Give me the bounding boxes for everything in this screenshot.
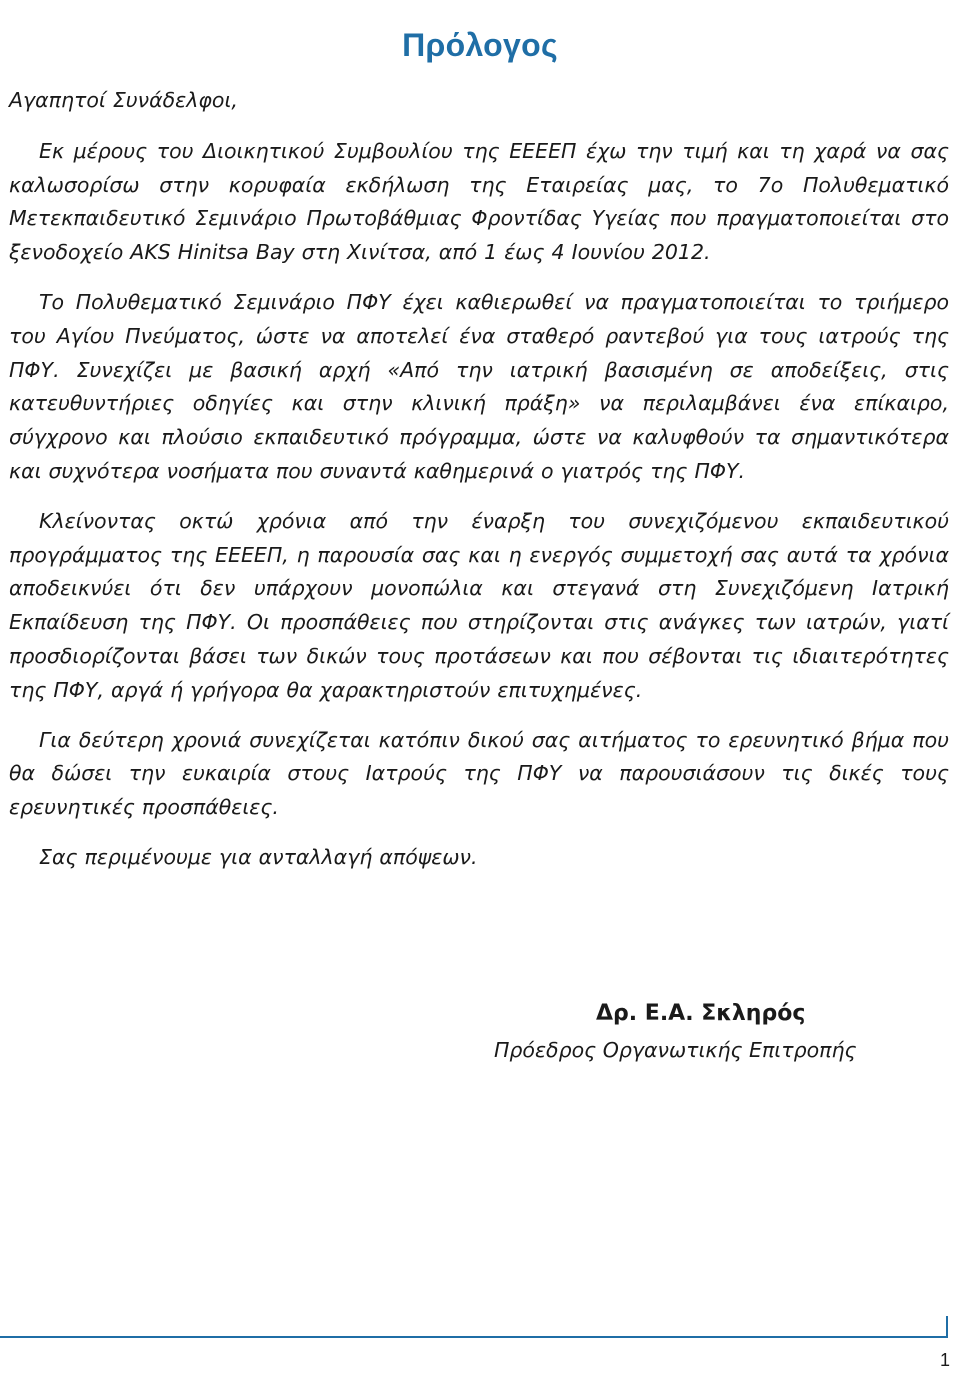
paragraph-seminar: Το Πολυθεματικό Σεμινάριο ΠΦΥ έχει καθιερωθεί να πραγματοποιείται το τριήμερο του Αγίου Πνεύματος, ώστε να αποτελεί ένα σταθερό ραντεβού για τους ιατρούς της ΠΦΥ. Συνεχίζει με βασική αρχή «Από την ιατρική βασισμένη σε αποδείξεις, στις κατευθυντήριες οδηγίες και στην κλινική πράξη» να περιλαμβάνει ένα επίκαιρο, σύγχρονο και πλούσιο εκπαιδευτικό πρόγραμμα, ώστε να καλυφθούν τα σημαντικότερα και συχνότερα νοσήματα που συναντά καθημερινά ο γιατρός της ΠΦΥ. (9, 289, 949, 483)
paragraph-program: Κλείνοντας οκτώ χρόνια από την έναρξη του συνεχιζόμενου εκπαιδευτικού προγράμματος της ΕΕΕΕΠ, η παρουσία σας και η ενεργός συμμετοχή σας αυτά τα χρόνια αποδεικνύει ότι δεν υπάρχουν μονοπώλια και στεγανά στη Συνεχιζόμενη Ιατρική Εκπαίδευση της ΠΦΥ. Οι προσπάθειες που στηρίζονται στις ανάγκες των ιατρών, γιατί προσδιορίζονται βάσει των δικών τους προτάσεων και που σέβονται τις ιδιαιτερότητες της ΠΦΥ, αργά ή γρήγορα θα χαρακτηριστούν επιτυχημένες. (9, 508, 949, 702)
page-title: Πρόλογος (402, 27, 558, 64)
signature-name: Δρ. Ε.Α. Σκληρός (596, 1001, 806, 1026)
page-number: 1 (939, 1350, 950, 1370)
paragraph-research: Για δεύτερη χρονιά συνεχίζεται κατόπιν δικού σας αιτήματος το ερευνητικό βήμα που θα δώσει την ευκαιρία στους Ιατρούς της ΠΦΥ να παρουσιάσουν τις δικές τους ερευνητικές προσπάθειες. (9, 727, 949, 820)
paragraph-welcome: Εκ μέρους του Διοικητικού Συμβουλίου της ΕΕΕΕΠ έχω την τιμή και τη χαρά να σας καλωσορίσω στην κορυφαία εκδήλωση της Εταιρείας μας, το 7ο Πολυθεματικό Μετεκπαιδευτικό Σεμινάριο Πρωτοβάθμιας Φροντίδας Υγείας που πραγματοποιείται στο ξενοδοχείο AKS Hinitsa Bay στη Χινίτσα, από 1 έως 4 Ιουνίου 2012. (9, 138, 949, 265)
paragraph-closing: Σας περιμένουμε για ανταλλαγή απόψεων. (39, 844, 478, 869)
footer-rule (0, 1336, 948, 1338)
footer-rule-end (946, 1316, 948, 1338)
prologue-body (9, 84, 949, 875)
salutation: Αγαπητοί Συνάδελφοι, (9, 88, 238, 112)
signature-role: Πρόεδρος Οργανωτικής Επιτροπής (494, 1038, 857, 1062)
